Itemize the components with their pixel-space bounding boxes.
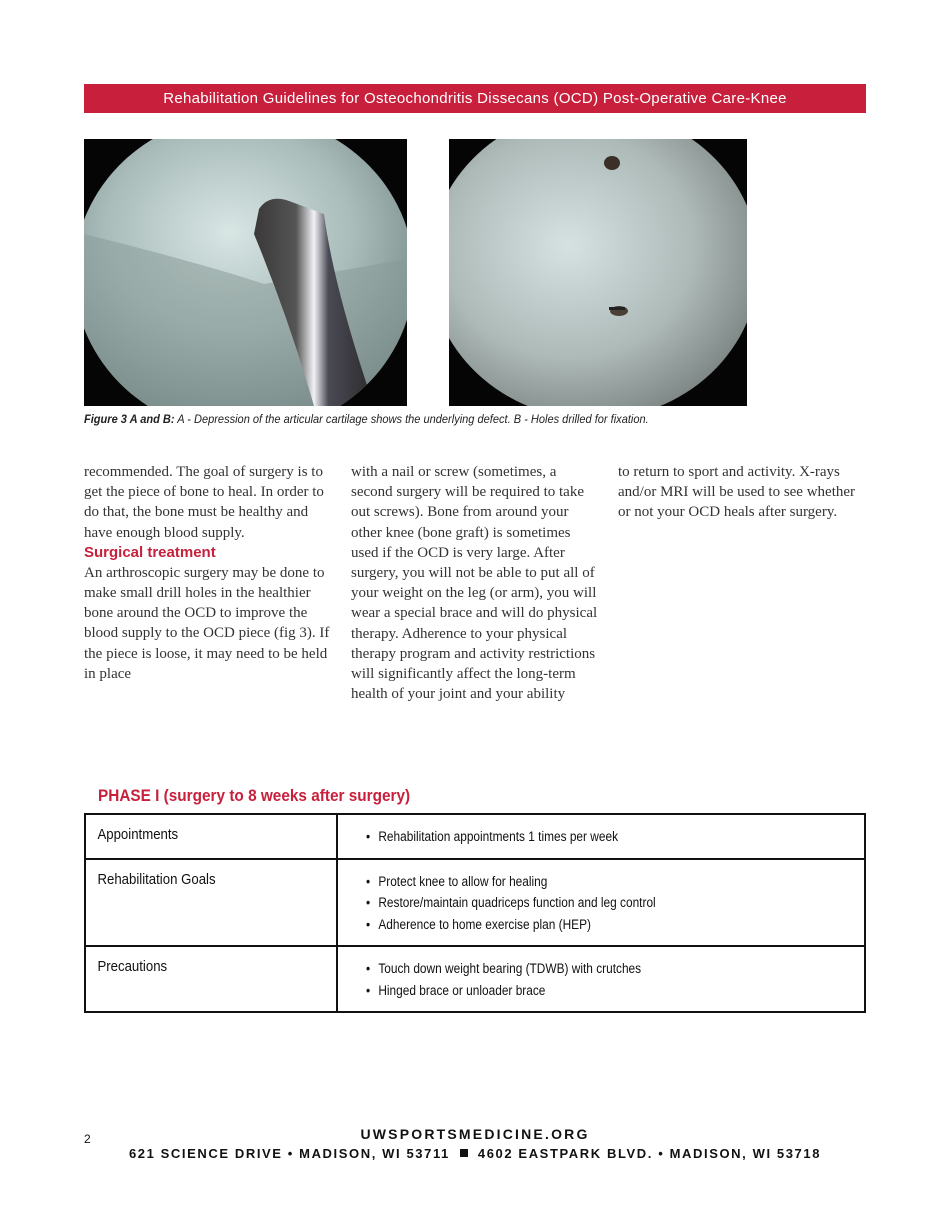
list-item (366, 892, 804, 914)
document-title: Rehabilitation Guidelines for Osteochondritis Dissecans (OCD) Post-Operative Care-Knee (163, 90, 787, 107)
list-item (366, 958, 804, 980)
square-separator-icon (460, 1149, 468, 1157)
bullet-icon: • (366, 873, 371, 889)
body-paragraph: with a nail or screw (sometimes, a second surgery will be required to take out screws). Bone from around your other knee (bone graft) is sometimes used if the OCD is very large. After surgery, you will not be able to put all of your weight on the leg (or arm), you will wear a special brace and will do physical therapy. Adherence to your physical therapy program and activity restrictions will significantly affect the long-term health of your joint and your ability (351, 464, 598, 703)
row-label: Rehabilitation Goals (97, 870, 216, 888)
body-paragraph: to return to sport and activity. X-rays and/or MRI will be used to see whether or not your OCD heals after surgery. (618, 464, 856, 521)
list-item-text: Rehabilitation appointments 1 times per week (378, 829, 619, 844)
figure-caption-label: Figure 3 A and B: (84, 412, 175, 426)
bullet-icon: • (366, 829, 371, 844)
list-item (366, 826, 804, 848)
phase-table (84, 813, 866, 1013)
row-content-cell (337, 946, 865, 1012)
list-item (366, 871, 804, 893)
row-content-cell (337, 814, 865, 859)
body-column-3 (618, 462, 868, 523)
row-label: Precautions (97, 958, 168, 975)
bullet-icon: • (366, 961, 371, 976)
list-item-text: Adherence to home exercise plan (HEP) (378, 916, 591, 932)
body-column-1 (84, 462, 334, 684)
body-paragraph: recommended. The goal of surgery is to get the piece of bone to heal. In order to do that, the bone must be healthy and have enough blood supply. (84, 464, 324, 541)
table-row (85, 859, 865, 947)
footer-addresses (0, 1146, 950, 1161)
row-label-cell (85, 946, 337, 1012)
arthroscopic-image-a (84, 139, 407, 406)
row-label-cell (85, 814, 337, 859)
row-label: Appointments (97, 826, 179, 843)
bullet-icon: • (366, 982, 371, 998)
arthroscopic-image-b (449, 139, 747, 406)
phase-title: PHASE I (surgery to 8 weeks after surgery) (98, 787, 411, 805)
table-row (85, 946, 865, 1012)
bullet-icon: • (366, 916, 371, 932)
footer-address-1: 621 SCIENCE DRIVE • MADISON, WI 53711 (128, 1146, 450, 1161)
list-item (366, 980, 804, 1002)
page-number: 2 (84, 1132, 91, 1146)
section-subheading: Surgical treatment (84, 543, 216, 561)
list-item (366, 914, 804, 936)
bullet-icon: • (366, 895, 371, 910)
row-label-cell (85, 859, 337, 947)
document-header-bar (84, 84, 866, 113)
footer-website-link[interactable]: UWSPORTSMEDICINE.ORG (360, 1126, 590, 1142)
list-item-text: Touch down weight bearing (TDWB) with crutches (378, 961, 642, 976)
list-item-text: Hinged brace or unloader brace (378, 982, 546, 998)
body-column-2 (351, 462, 601, 704)
list-item-text: Protect knee to allow for healing (378, 873, 548, 889)
figure-caption-text: A - Depression of the articular cartilage shows the underlying defect. B - Holes drilled for fixation. (174, 412, 649, 426)
body-paragraph: An arthroscopic surgery may be done to make small drill holes in the healthier bone around the OCD to improve the blood supply to the OCD piece (fig 3). If the piece is loose, it may need to be held in place (84, 564, 330, 682)
figure-caption (84, 412, 803, 426)
row-content-cell (337, 859, 865, 947)
footer-address-2: 4602 EASTPARK BLVD. • MADISON, WI 53718 (477, 1146, 822, 1161)
table-row (85, 814, 865, 859)
list-item-text: Restore/maintain quadriceps function and leg control (378, 895, 656, 910)
